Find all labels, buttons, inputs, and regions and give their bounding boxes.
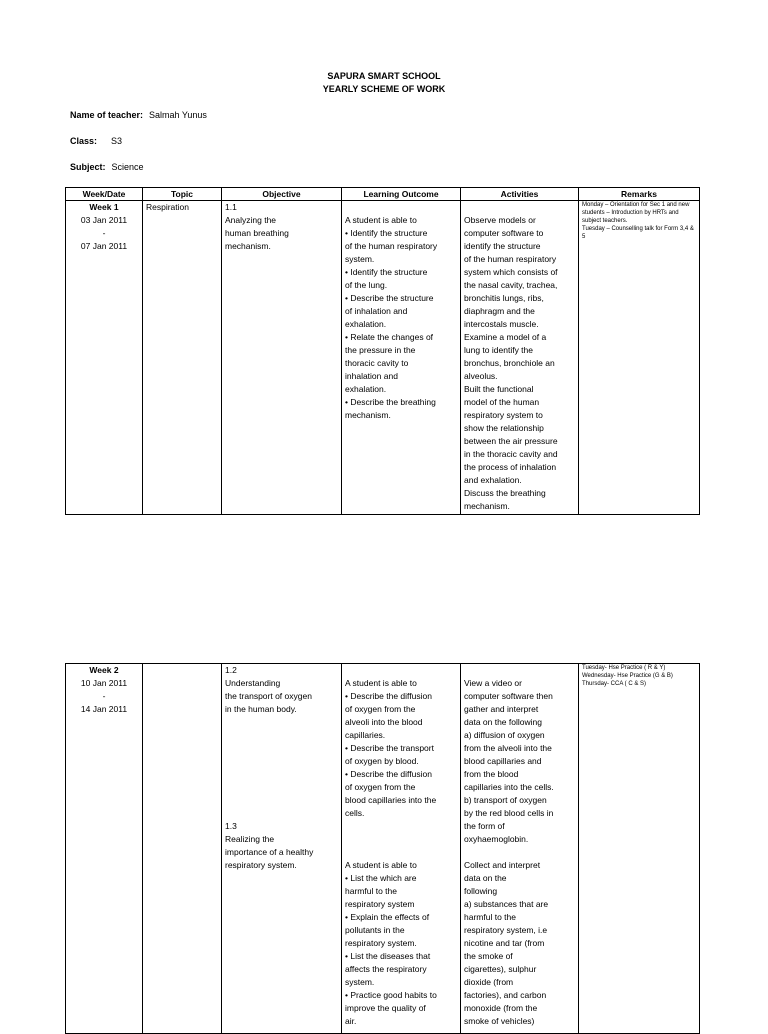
text-line: Tuesday – Counselling talk for Form 3,4 & 5 bbox=[582, 226, 694, 240]
text-line: respiratory system. bbox=[345, 938, 417, 948]
text-line: from the blood bbox=[464, 769, 519, 779]
col-header-topic: Topic bbox=[143, 188, 222, 201]
text-line: Observe models or bbox=[464, 215, 536, 225]
text-line: lung to identify the bbox=[464, 345, 533, 355]
text-line: • Describe the transport bbox=[345, 743, 434, 753]
text-line: blood capillaries into the bbox=[345, 795, 437, 805]
text-line: the pressure in the bbox=[345, 345, 416, 355]
text-line: from the alveoli into the bbox=[464, 743, 552, 753]
class-row bbox=[70, 135, 122, 147]
teacher-label: Name of teacher: bbox=[70, 110, 144, 120]
text-line: Collect and interpret bbox=[464, 860, 541, 870]
scheme-table-week2 bbox=[65, 663, 700, 1034]
topic-cell bbox=[143, 201, 222, 515]
text-line: respiratory system. bbox=[225, 860, 297, 870]
text-line: of inhalation and bbox=[345, 306, 408, 316]
class-value: S3 bbox=[111, 136, 123, 146]
date-dash: - bbox=[102, 228, 106, 238]
activities-cell bbox=[461, 664, 579, 1034]
text-line: alveolus. bbox=[464, 371, 498, 381]
text-line: Examine a model of a bbox=[464, 332, 547, 342]
text-line: • Describe the breathing bbox=[345, 397, 436, 407]
scheme-table-week1 bbox=[65, 187, 700, 515]
text-line: of oxygen from the bbox=[345, 782, 416, 792]
objective-cell bbox=[222, 664, 342, 1034]
topic-text: Respiration bbox=[146, 202, 189, 212]
week-start-date: 10 Jan 2011 bbox=[80, 678, 128, 688]
text-line: Discuss the breathing bbox=[464, 488, 546, 498]
text-line: • Identify the structure bbox=[345, 267, 428, 277]
col-header-remarks: Remarks bbox=[579, 188, 700, 201]
text-line: blood capillaries and bbox=[464, 756, 542, 766]
text-line: • Practice good habits to bbox=[345, 990, 437, 1000]
text-line: • Relate the changes of bbox=[345, 332, 434, 342]
week-label: Week 1 bbox=[89, 202, 119, 212]
col-header-objective: Objective bbox=[222, 188, 342, 201]
school-name: SAPURA SMART SCHOOL bbox=[327, 71, 441, 81]
text-line: of the lung. bbox=[345, 280, 388, 290]
text-line: cells. bbox=[345, 808, 365, 818]
text-line: harmful to the bbox=[464, 912, 516, 922]
learning-outcome-cell bbox=[342, 664, 461, 1034]
text-line: of oxygen from the bbox=[345, 704, 416, 714]
text-line: computer software to bbox=[464, 228, 544, 238]
text-line: following bbox=[464, 886, 498, 896]
text-line: air. bbox=[345, 1016, 357, 1026]
text-line: oxyhaemoglobin. bbox=[464, 834, 529, 844]
class-label: Class: bbox=[70, 136, 98, 146]
text-line: mechanism. bbox=[464, 501, 510, 511]
text-line: system. bbox=[345, 254, 375, 264]
text-line: bronchus, bronchiole an bbox=[464, 358, 555, 368]
col-header-activities: Activities bbox=[461, 188, 579, 201]
subject-label: Subject: bbox=[70, 162, 106, 172]
text-line: respiratory system to bbox=[464, 410, 543, 420]
text-line: • Describe the diffusion bbox=[345, 769, 432, 779]
week-start-date: 03 Jan 2011 bbox=[80, 215, 128, 225]
text-line: of the human respiratory bbox=[345, 241, 438, 251]
week-cell bbox=[66, 201, 143, 515]
text-line: Understanding bbox=[225, 678, 281, 688]
text-line: by the red blood cells in bbox=[464, 808, 554, 818]
date-dash: - bbox=[102, 691, 106, 701]
text-line: • Describe the diffusion bbox=[345, 691, 432, 701]
text-line: affects the respiratory bbox=[345, 964, 427, 974]
text-line: gather and interpret bbox=[464, 704, 539, 714]
table-row bbox=[66, 664, 700, 1034]
text-line: Tuesday- Hse Practice ( R & Y) bbox=[582, 665, 666, 671]
learning-outcome-cell bbox=[342, 201, 461, 515]
col-header-week-date: Week/Date bbox=[66, 188, 143, 201]
text-line: mechanism. bbox=[225, 241, 271, 251]
text-line: alveoli into the blood bbox=[345, 717, 423, 727]
table-row bbox=[66, 201, 700, 515]
text-line: exhalation. bbox=[345, 384, 387, 394]
text-line: Thursday- CCA ( C & S) bbox=[582, 681, 647, 687]
text-line: dioxide (from bbox=[464, 977, 514, 987]
topic-cell bbox=[143, 664, 222, 1034]
text-line: factories), and carbon bbox=[464, 990, 547, 1000]
text-line: harmful to the bbox=[345, 886, 397, 896]
text-line: Realizing the bbox=[225, 834, 275, 844]
activities-cell bbox=[461, 201, 579, 515]
text-line: human breathing bbox=[225, 228, 289, 238]
text-line: the smoke of bbox=[464, 951, 513, 961]
text-line: b) transport of oxygen bbox=[464, 795, 547, 805]
text-line: importance of a healthy bbox=[225, 847, 314, 857]
text-line: identify the structure bbox=[464, 241, 541, 251]
week-end-date: 14 Jan 2011 bbox=[80, 704, 128, 714]
text-line: 1.1 bbox=[225, 202, 237, 212]
text-line: capillaries into the cells. bbox=[464, 782, 554, 792]
header-row bbox=[66, 188, 700, 201]
text-line: thoracic cavity to bbox=[345, 358, 409, 368]
text-line: system which consists of bbox=[464, 267, 558, 277]
text-line: A student is able to bbox=[345, 215, 417, 225]
text-line: the nasal cavity, trachea, bbox=[464, 280, 558, 290]
text-line: data on the following bbox=[464, 717, 542, 727]
text-line: A student is able to bbox=[345, 678, 417, 688]
text-line: exhalation. bbox=[345, 319, 387, 329]
week-end-date: 07 Jan 2011 bbox=[80, 241, 128, 251]
text-line: A student is able to bbox=[345, 860, 417, 870]
text-line: model of the human bbox=[464, 397, 540, 407]
text-line: system. bbox=[345, 977, 375, 987]
text-line: • Explain the effects of bbox=[345, 912, 430, 922]
week-cell bbox=[66, 664, 143, 1034]
text-line: Monday – Orientation for Sec 1 and new students – Introduction by HRTs and subject teachers. bbox=[582, 202, 690, 224]
text-line: in the thoracic cavity and bbox=[464, 449, 558, 459]
text-line: of oxygen by blood. bbox=[345, 756, 419, 766]
text-line: mechanism. bbox=[345, 410, 391, 420]
text-line: diaphragm and the bbox=[464, 306, 535, 316]
text-line: cigarettes), sulphur bbox=[464, 964, 537, 974]
remarks-cell bbox=[579, 201, 700, 515]
objective-cell bbox=[222, 201, 342, 515]
text-line: Built the functional bbox=[464, 384, 534, 394]
teacher-value: Salmah Yunus bbox=[149, 110, 207, 120]
text-line: a) substances that are bbox=[464, 899, 549, 909]
text-line: respiratory system, i.e bbox=[464, 925, 548, 935]
text-line: improve the quality of bbox=[345, 1003, 426, 1013]
text-line: respiratory system bbox=[345, 899, 415, 909]
text-line: • Describe the structure bbox=[345, 293, 434, 303]
subject-row bbox=[70, 161, 144, 173]
text-line: the process of inhalation bbox=[464, 462, 557, 472]
text-line: computer software then bbox=[464, 691, 553, 701]
text-line: • List the which are bbox=[345, 873, 417, 883]
text-line: of the human respiratory bbox=[464, 254, 557, 264]
text-line: bronchitis lungs, ribs, bbox=[464, 293, 544, 303]
text-line: between the air pressure bbox=[464, 436, 558, 446]
text-line: data on the bbox=[464, 873, 507, 883]
text-line: capillaries. bbox=[345, 730, 386, 740]
text-line: intercostals muscle. bbox=[464, 319, 539, 329]
subject-value: Science bbox=[111, 162, 144, 172]
teacher-row bbox=[70, 109, 207, 121]
text-line: • List the diseases that bbox=[345, 951, 431, 961]
text-line: Wednesday- Hse Practice (G & B) bbox=[582, 673, 673, 679]
text-line: pollutants in the bbox=[345, 925, 405, 935]
text-line: and exhalation. bbox=[464, 475, 522, 485]
text-line: • Identify the structure bbox=[345, 228, 428, 238]
week-label: Week 2 bbox=[89, 665, 119, 675]
text-line: show the relationship bbox=[464, 423, 544, 433]
text-line: a) diffusion of oxygen bbox=[464, 730, 545, 740]
text-line: 1.2 bbox=[225, 665, 237, 675]
document-title: YEARLY SCHEME OF WORK bbox=[322, 84, 446, 94]
text-line: Analyzing the bbox=[225, 215, 277, 225]
text-line: inhalation and bbox=[345, 371, 398, 381]
text-line: 1.3 bbox=[225, 821, 237, 831]
text-line: in the human body. bbox=[225, 704, 297, 714]
text-line: the transport of oxygen bbox=[225, 691, 312, 701]
remarks-cell bbox=[579, 664, 700, 1034]
text-line: monoxide (from the bbox=[464, 1003, 538, 1013]
text-line: nicotine and tar (from bbox=[464, 938, 545, 948]
col-header-learning-outcome: Learning Outcome bbox=[342, 188, 461, 201]
text-line: smoke of vehicles) bbox=[464, 1016, 535, 1026]
text-line: View a video or bbox=[464, 678, 522, 688]
text-line: the form of bbox=[464, 821, 505, 831]
